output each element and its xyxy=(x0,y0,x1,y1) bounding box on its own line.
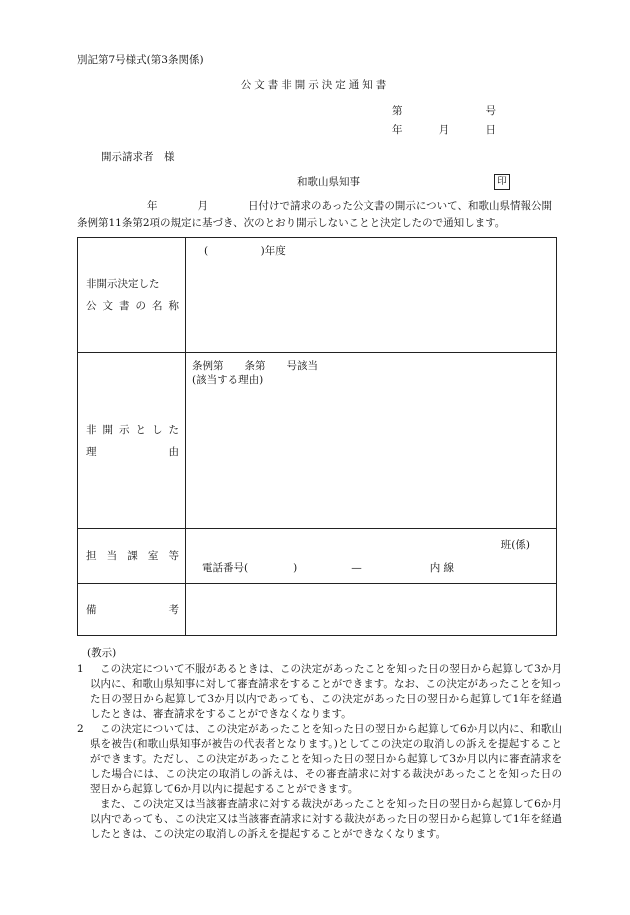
date-day: 日 xyxy=(485,124,496,136)
label-reason xyxy=(78,353,186,529)
document-number-line xyxy=(392,104,496,118)
document-title: 公文書非開示決定通知書 xyxy=(240,79,390,91)
label-char: 備 xyxy=(86,603,97,616)
addressee: 開示請求者 様 xyxy=(101,151,175,163)
row-department xyxy=(78,529,557,584)
label-char: 担 xyxy=(86,550,97,562)
date-month: 月 xyxy=(438,124,450,136)
section-label: 班(係) xyxy=(500,539,530,551)
item-text: この決定について不服があるときは、この決定があったことを知った日の翌日から起算して3か月以内に、和歌山県知事に対して審査請求をすることができます。なお、この決定があったことを知った日の翌日から起算して3か月以内であっても、この決定があった日の翌日から起算して1年を経過したときは、審査請求をすることができなくなります。 xyxy=(90,663,562,720)
cell-department[interactable] xyxy=(186,529,557,584)
label-char: 書 xyxy=(119,300,130,312)
seal-stamp: 印 xyxy=(494,174,510,190)
label-char: 理 xyxy=(86,445,97,458)
intro-line-1 xyxy=(77,198,562,215)
ordinance-article-field: 条例第 条第 号該当 xyxy=(192,360,318,372)
sender: 和歌山県知事 xyxy=(297,176,360,188)
label-line xyxy=(78,441,185,463)
row-remarks xyxy=(78,584,557,636)
label-document-name xyxy=(78,238,186,353)
date-line xyxy=(392,123,496,137)
row-document-name xyxy=(78,238,557,353)
phone-label: 電話番号( xyxy=(202,562,249,574)
label-char: 等 xyxy=(168,550,179,562)
intro-paragraph xyxy=(77,198,562,232)
label-char: 文 xyxy=(102,300,113,312)
form-number: 別記第7号様式(第3条関係) xyxy=(77,54,204,66)
label-char: 由 xyxy=(168,445,179,458)
phone-dash: — xyxy=(351,562,362,574)
label-line xyxy=(78,295,185,317)
label-char: 課 xyxy=(127,550,138,562)
label-remarks xyxy=(78,584,186,636)
label-char: 当 xyxy=(106,550,118,562)
intro-year: 年 xyxy=(147,200,158,212)
label-char: 公 xyxy=(86,300,97,312)
row-reason xyxy=(78,353,557,529)
number-prefix: 第 xyxy=(392,105,403,117)
label-char: と xyxy=(135,423,146,436)
fiscal-year-field: ( )年度 xyxy=(204,245,286,257)
label-char: 考 xyxy=(168,603,179,616)
number-suffix: 号 xyxy=(485,105,496,117)
label-char: 開 xyxy=(102,423,113,436)
label-char: 名 xyxy=(152,300,163,312)
label-char: 称 xyxy=(168,300,179,312)
label-char: た xyxy=(168,423,179,436)
instruction-item-1 xyxy=(77,662,562,722)
label-department xyxy=(78,529,186,584)
label-line xyxy=(78,545,185,567)
label-char: し xyxy=(152,423,163,436)
intro-line-1-text: 日付けで請求のあった公文書の開示について、和歌山県情報公開 xyxy=(248,200,552,212)
label-line xyxy=(78,419,185,441)
label-char: 示 xyxy=(119,423,130,436)
instructions xyxy=(77,646,562,842)
extension-label: 内 線 xyxy=(429,562,455,574)
phone-line xyxy=(202,561,454,575)
item-number: 2 xyxy=(77,723,84,735)
label-char: 室 xyxy=(147,550,159,562)
instructions-heading: (教示) xyxy=(87,647,117,659)
item-number: 1 xyxy=(77,663,84,675)
instruction-item-2 xyxy=(77,722,562,797)
label-line: 非開示決定した xyxy=(86,278,160,290)
cell-remarks[interactable] xyxy=(186,584,557,636)
cell-reason[interactable] xyxy=(186,353,557,529)
phone-close-paren: ) xyxy=(293,562,298,574)
intro-line-2: 条例第11条第2項の規定に基づき、次のとおり開示しないことと決定したので通知します。 xyxy=(77,217,506,229)
item-text: この決定については、この決定があったことを知った日の翌日から起算して6か月以内に、和歌山県を被告(和歌山県知事が被告の代表者となります。)としてこの決定の取消しの訴えを提起することができます。ただし、この決定があったことを知った日の翌日から起算して3か月以内に審査請求をした場合には、この決定の取消しの訴えは、その審査請求に対する裁決があったことを知った日の翌日から起算して6か月以内に提起することができます。 xyxy=(90,723,562,795)
label-char: 非 xyxy=(86,423,97,436)
label-char: の xyxy=(135,300,146,312)
notice-table xyxy=(77,237,557,636)
date-year: 年 xyxy=(392,124,403,136)
intro-month: 月 xyxy=(197,200,208,212)
reason-caption: (該当する理由) xyxy=(192,374,264,387)
label-line xyxy=(78,599,185,621)
instruction-item-2-para-2: また、この決定又は当該審査請求に対する裁決があったことを知った日の翌日から起算して6か月以内であっても、この決定又は当該審査請求に対する裁決があった日の翌日から起算して1年を経過したときは、この決定の取消しの訴えを提起することができなくなります。 xyxy=(90,798,562,840)
cell-document-name[interactable] xyxy=(186,238,557,353)
